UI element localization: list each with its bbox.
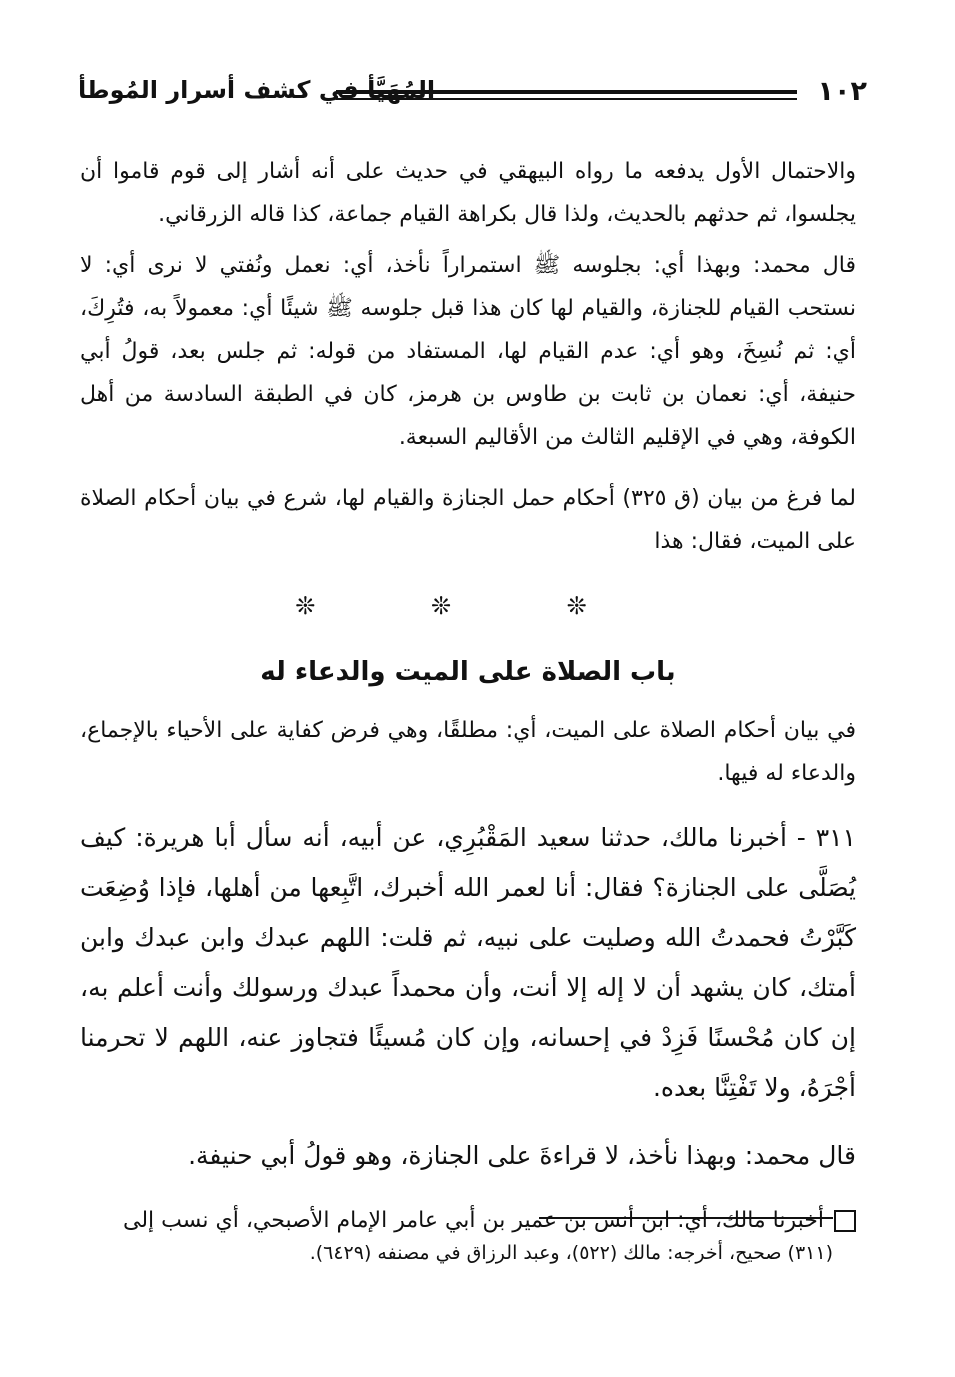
paragraph: قال محمد: وبهذا أي: بجلوسه ﷺ استمراراً نأخذ، أي: نعمل ونُفتي لا نرى أي: لا نستحب القيام للجنازة، والقيام لها كان هذا قبل جلوسه ﷺ شيئًا أي: معمولاً به، فتُرِكَ، أي: ثم نُسِخَ، وهو أي: عدم القيام لها، المستفاد من قوله: ثم جلس بعد، قولُ أبي حنيفة، أي: نعمان بن ثابت بن طاوس بن هرمز، كان في الطبقة السادسة من أهل الكوفة، وهي في الإقليم الثالث من الأقاليم السبعة. xyxy=(80,253,856,450)
page-number: ١٠٢ xyxy=(817,76,867,107)
section-separator: ❊ ❊ ❊ xyxy=(295,592,641,620)
square-marker-icon xyxy=(834,1210,856,1232)
running-title: المُهَيَّأ في كشف أسرار المُوطأ xyxy=(78,76,436,104)
commentary-line xyxy=(80,1199,856,1242)
footnote: (٣١١) صحيح، أخرجه: مالك (٥٢٢)، وعبد الرزاق في مصنفه (٦٤٢٩). xyxy=(309,1242,833,1264)
footnote-rule xyxy=(539,1217,833,1219)
page-header xyxy=(78,70,867,118)
chapter-title: باب الصلاة على الميت والدعاء له xyxy=(260,657,676,687)
hadith-text: ٣١١ - أخبرنا مالك، حدثنا سعيد المَقْبُرِي، عن أبيه، أنه سأل أبا هريرة: كيف يُصَلَّى على الجنازة؟ فقال: أنا لعمر الله أخبرك، اتَّبِعها من أهلها، فإذا وُضِعَت كَبَّرْتُ فحمدتُ الله وصليت على نبيه، ثم قلت: اللهم عبدك وابن عبدك وابن أمتك، كان يشهد أن لا إله إلا أنت، وأن محمداً عبدك ورسولك وأنت أعلم به، إن كان مُحْسنًا فَزِدْ في إحسانه، وإن كان مُسيئًا فتجاوز عنه، اللهم لا تحرمنا أجْرَهُ، ولا تَفْتِنَّا بعده. xyxy=(80,823,856,1102)
qala-muhammad: قال محمد: وبهذا نأخذ، لا قراءةَ على الجنازة، وهو قولُ أبي حنيفة. xyxy=(188,1141,856,1170)
paragraph: لما فرغ من بيان (ق ٣٢٥) أحكام حمل الجنازة والقيام لها، شرع في بيان أحكام الصلاة على الميت، فقال: هذا xyxy=(80,486,856,554)
commentary-text: أخبرنا مالك، أي: ابن أنس بن عمير بن أبي عامر الإمام الأصبحي، أي نسب إلى xyxy=(123,1208,824,1233)
paragraph: والاحتمال الأول يدفعه ما رواه البيهقي في حديث على أنه أشار إلى قوم قاموا أن يجلسوا، ثم حدثهم بالحديث، ولذا قال بكراهة القيام جماعة، كذا قاله الزرقاني. xyxy=(80,159,856,227)
chapter-intro: في بيان أحكام الصلاة على الميت، أي: مطلقًا، وهي فرض كفاية على الأحياء بالإجماع، والدعاء له فيها. xyxy=(80,718,856,786)
page-body xyxy=(80,150,856,1260)
